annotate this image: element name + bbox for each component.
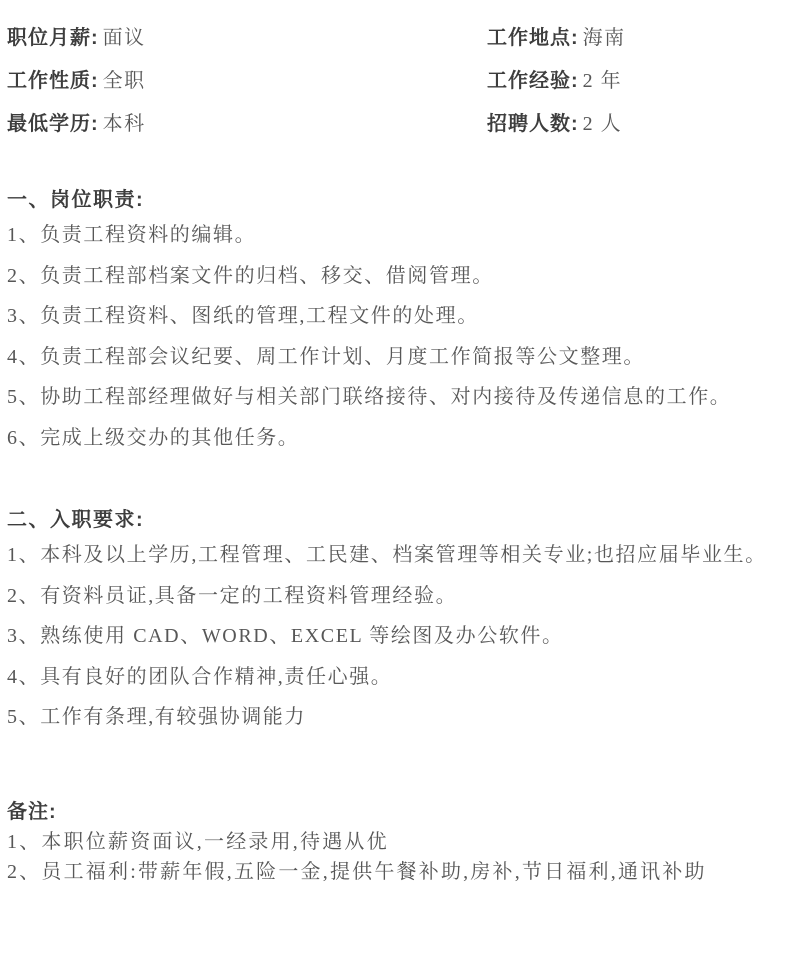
field-value: 本科 — [102, 113, 146, 135]
field-label: 职位月薪: — [7, 27, 99, 49]
requirement-item: 3、熟练使用 CAD、WORD、EXCEL 等绘图及办公软件。 — [7, 625, 564, 647]
field-value: 海南 — [582, 27, 626, 49]
field-label: 招聘人数: — [487, 113, 579, 135]
field-label: 工作地点: — [487, 27, 579, 49]
duty-item: 2、负责工程部档案文件的归档、移交、借阅管理。 — [7, 264, 494, 287]
section-duties — [7, 186, 793, 458]
job-info-field-experience — [487, 60, 793, 103]
job-info-grid — [7, 17, 793, 146]
field-value: 全职 — [102, 70, 146, 92]
field-value: 2 人 — [582, 113, 623, 135]
duty-item: 5、协助工程部经理做好与相关部门联络接待、对内接待及传递信息的工作。 — [7, 386, 732, 408]
duty-item: 4、负责工程部会议纪要、周工作计划、月度工作简报等公文整理。 — [7, 345, 645, 368]
job-info-field-salary — [7, 17, 487, 60]
remark-line: 2、员工福利:带薪年假,五险一金,提供午餐补助,房补,节日福利,通讯补助 — [7, 860, 707, 883]
job-info-field-headcount — [487, 103, 793, 146]
job-info-field-location — [487, 17, 793, 60]
job-info-field-job-type — [7, 60, 487, 103]
duty-item: 1、负责工程资料的编辑。 — [7, 224, 257, 246]
field-value: 2 年 — [582, 70, 623, 92]
requirement-item: 1、本科及以上学历,工程管理、工民建、档案管理等相关专业;也招应届毕业生。 — [7, 544, 767, 566]
requirement-item: 2、有资料员证,具备一定的工程资料管理经验。 — [7, 584, 458, 607]
field-label: 最低学历: — [7, 113, 99, 135]
requirement-item: 5、工作有条理,有较强协调能力 — [7, 706, 306, 728]
duty-item: 6、完成上级交办的其他任务。 — [7, 426, 300, 449]
section-heading-requirements: 二、入职要求: — [7, 509, 145, 531]
requirements-list — [7, 535, 793, 738]
section-requirements — [7, 506, 793, 738]
field-value: 面议 — [102, 27, 146, 49]
field-label: 工作性质: — [7, 70, 99, 92]
duty-item: 3、负责工程资料、图纸的管理,工程文件的处理。 — [7, 305, 479, 327]
section-heading-duties: 一、岗位职责: — [7, 189, 145, 211]
job-info-field-education — [7, 103, 487, 146]
field-label: 工作经验: — [487, 70, 579, 92]
duties-list — [7, 215, 793, 458]
requirement-item: 4、具有良好的团队合作精神,责任心强。 — [7, 665, 393, 688]
remarks-heading: 备注: — [7, 800, 57, 823]
remark-line: 1、本职位薪资面议,一经录用,待遇从优 — [7, 830, 389, 853]
section-remarks — [7, 798, 793, 887]
